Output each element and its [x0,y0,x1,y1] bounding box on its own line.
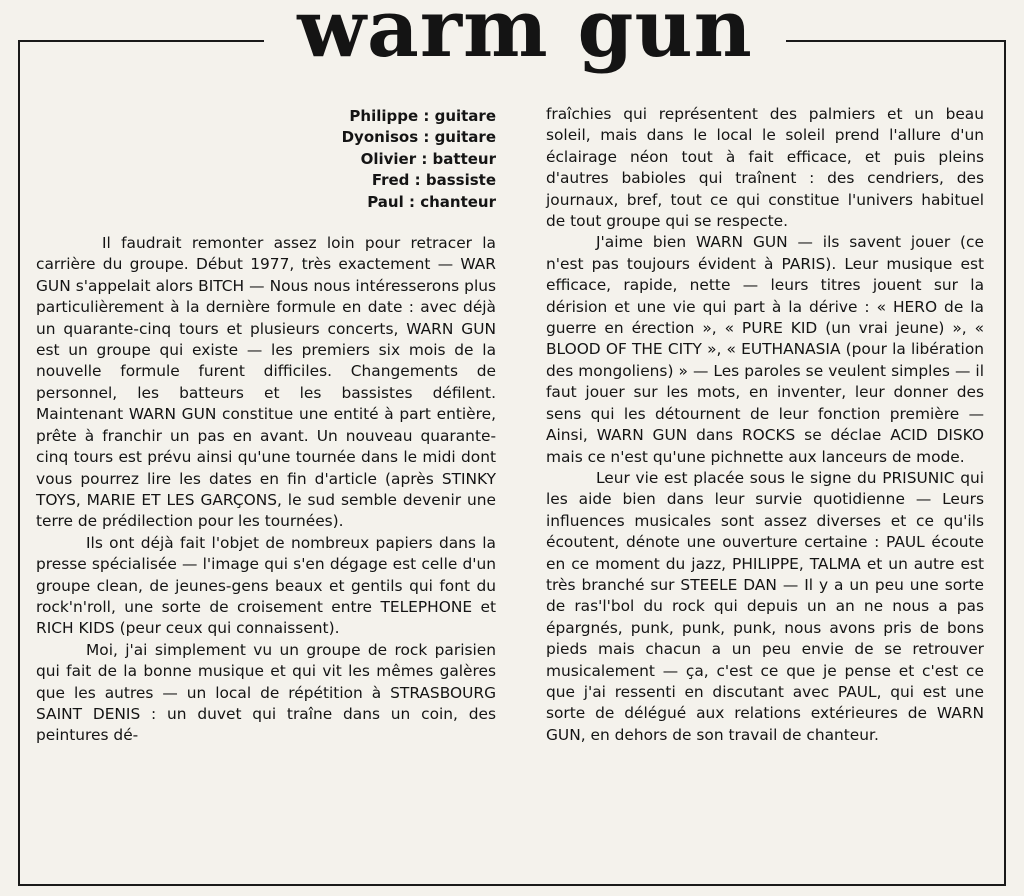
lineup-item: Fred : bassiste [371,171,496,190]
paragraph: fraîchies qui représentent des palmiers et un beau soleil, mais dans le local le soleil prend l'allure d'un éclairage néon tout à fait efficace, et puis pleins d'autres babioles qui traînent : des cendriers, des journaux, bref, tout ce qui constitue l'univers habituel de tout groupe qui se respecte. [546,105,984,231]
title-rule-left [18,40,264,42]
lineup-item: Philippe : guitare [349,107,496,125]
band-lineup [36,106,496,213]
paragraph: Il faudrait remonter assez loin pour retracer la carrière du groupe. Début 1977, très exactement — WAR GUN s'appelait alors BITCH — Nous nous intéresserons plus particulièrement à la dernière formule en date : avec déjà un quarante-cinq tours et plusieurs concerts, WARN GUN est un groupe qui existe — les premiers six mois de la nouvelle formule furent difficiles. Changements de personnel, les batteurs et les bassistes défilent. Maintenant WARN GUN constitue une entité à part entière, prête à franchir un pas en avant. Un nouveau quarante-cinq tours est prévu ainsi qu'une tournée dans le midi dont vous pourrez lire les dates en fin d'article (après STINKY TOYS, MARIE ET LES GARÇONS, le sud semble devenir une terre de prédilection pour les tournées). [36,234,496,531]
paragraph: J'aime bien WARN GUN — ils savent jouer (ce n'est pas toujours évident à PARIS). Leur musique est efficace, rapide, nette — leurs titres jouent sur la dérision et une vie qui part à la dérive : « HERO de la guerre en érection », « PURE KID (un vrai jeune) », « BLOOD OF THE CITY », « EUTHANASIA (pour la libération des mongoliens) » — Les paroles se veulent simples — il faut jouer sur les mots, en inventer, leur donner des sens qui les détournent de leur fonction première — Ainsi, WARN GUN dans ROCKS se déclae ACID DISKO mais ce n'est qu'une pichnette aux lanceurs de mode. [546,233,984,466]
title-rule-right [786,40,1006,42]
right-column [546,104,984,746]
paragraph: Ils ont déjà fait l'objet de nombreux papiers dans la presse spécialisée — l'image qui s'en dégage est celle d'un groupe clean, de jeunes-gens beaux et gentils qui font du rock'n'roll, une sorte de croisement entre TELEPHONE et RICH KIDS (peur ceux qui connaissent). [36,533,496,638]
paragraph: Leur vie est placée sous le signe du PRISUNIC qui les aide bien dans leur survie quotidienne — Leurs influences musicales sont assez diverses et ce qu'ils écoutent, dénote une ouverture certaine : PAUL écoute en ce moment du jazz, PHILIPPE, TALMA et un autre est très branché sur STEELE DAN — Il y a un peu une sorte de ras'l'bol du rock qui depuis un an ne nous a pas épargnés, punk, punk, punk, nous avons pris de bons pieds mais chacun a un peu envie de se retrouver musicalement — ça, c'est ce que je pense et c'est ce que j'ai ressenti en discutant avec PAUL, qui est une sorte de délégué aux relations extérieures de WARN GUN, en dehors de son travail de chanteur. [546,468,984,744]
left-column [36,106,496,747]
article-title: warm gun [264,0,786,70]
lineup-item: Dyonisos : guitare [341,128,496,147]
lineup-item: Olivier : batteur [360,149,496,168]
paragraph: Moi, j'ai simplement vu un groupe de rock parisien qui fait de la bonne musique et qui vit les mêmes galères que les autres — un local de répétition à STRASBOURG SAINT DENIS : un duvet qui traîne dans un coin, des peintures dé- [36,640,496,745]
lineup-item: Paul : chanteur [367,192,496,211]
